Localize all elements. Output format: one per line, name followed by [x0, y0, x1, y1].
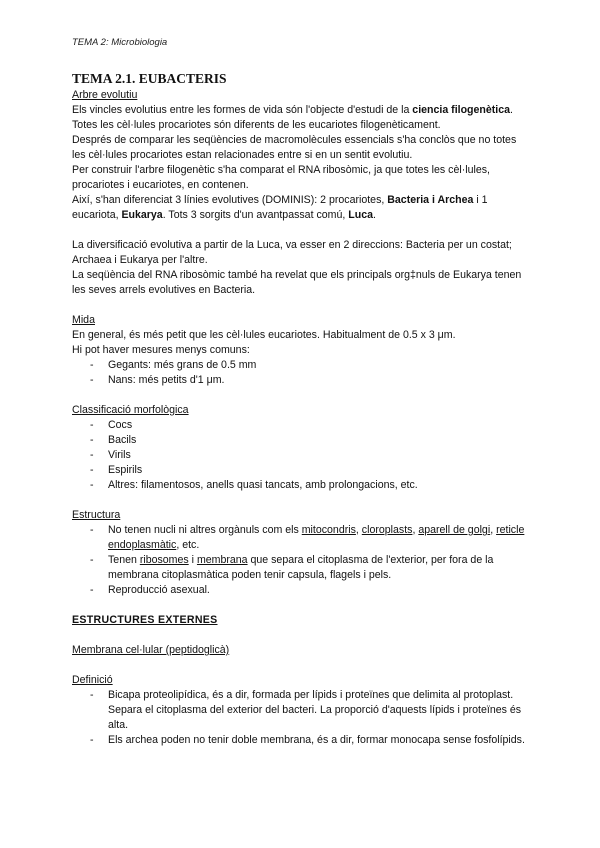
document-title: TEMA 2.1. EUBACTERIS — [72, 71, 227, 86]
list-item: - Bicapa proteolipídica, és a dir, formada per lípids i proteïnes que delimita al protoplast. Separa el citoplasma del exterior del bacteri. La proporció d'aquests lípids i proteïnes és alta. — [90, 689, 522, 731]
paragraph: Així, s'han diferenciat 3 línies evolutives (DOMINIS): 2 procariotes, Bacteria i Archea i 1 eucariota, Eukarya. Tots 3 sorgits d'un avantpassat comú, Luca. — [72, 194, 488, 221]
paragraph: Els vincles evolutius entre les formes de vida són l'objecte d'estudi de la ciencia filogenètica. — [72, 104, 513, 116]
list-item: - Nans: més petits d'1 μm. — [90, 374, 225, 386]
paragraph: La diversificació evolutiva a partir de la Luca, va esser en 2 direccions: Bacteria per un costat; Archaea i Eukarya per l'altre. — [72, 239, 512, 266]
paragraph: Per construir l'arbre filogenètic s'ha comparat el RNA ribosòmic, ja que totes les cèl·lules, procariotes i eucariotes, en contenen. — [72, 164, 490, 191]
definicio-list — [72, 688, 528, 748]
mida-list — [72, 358, 528, 388]
list-item: - Els archea poden no tenir doble membrana, és a dir, formar monocapa sense fosfolípids. — [90, 734, 525, 746]
paragraph: La seqüència del RNA ribosòmic també ha revelat que els principals org‡nuls de Eukarya tenen les seves arrels evolutives en Bacteria. — [72, 269, 522, 296]
paragraph: Després de comparar les seqüències de macromolècules essencials s'ha conclòs que no totes les cèl·lules procariotes estan relacionades entre si en un sentit evolutiu. — [72, 134, 517, 161]
heading-mida: Mida — [72, 314, 95, 326]
paragraph: Totes les cèl·lules procariotes són diferents de les eucariotes filogenèticament. — [72, 119, 441, 131]
list-item: - Tenen ribosomes i membrana que separa el citoplasma de l'exterior, per fora de la membrana citoplasmàtica poden tenir capsula, flagels i pels. — [90, 554, 494, 581]
estructura-list — [72, 523, 528, 598]
page-header: TEMA 2: Microbiologia — [72, 37, 168, 48]
classificacio-list — [72, 418, 528, 493]
document-body — [72, 70, 528, 748]
list-item: - Gegants: més grans de 0.5 mm — [90, 359, 257, 371]
heading-definicio: Definició — [72, 674, 113, 686]
list-item: - No tenen nucli ni altres orgànuls com els mitocondris, cloroplasts, aparell de golgi, reticle endoplasmàtic, etc. — [90, 524, 525, 551]
list-item: - Reproducció asexual. — [90, 584, 210, 596]
heading-estructures-externes: ESTRUCTURES EXTERNES — [72, 614, 218, 626]
heading-estructura: Estructura — [72, 509, 121, 521]
heading-arbre-evolutiu: Arbre evolutiu — [72, 89, 138, 101]
list-item: - Cocs — [90, 419, 133, 431]
list-item: - Espirils — [90, 464, 143, 476]
list-item: - Bacils — [90, 434, 137, 446]
list-item: - Virils — [90, 449, 131, 461]
paragraph: Hi pot haver mesures menys comuns: — [72, 344, 250, 356]
heading-membrana-cellular: Membrana cel·lular (peptidoglicà) — [72, 644, 230, 656]
heading-classificacio: Classificació morfològica — [72, 404, 189, 416]
paragraph: En general, és més petit que les cèl·lules eucariotes. Habitualment de 0.5 x 3 μm. — [72, 329, 456, 341]
list-item: - Altres: filamentosos, anells quasi tancats, amb prolongacions, etc. — [90, 479, 418, 491]
